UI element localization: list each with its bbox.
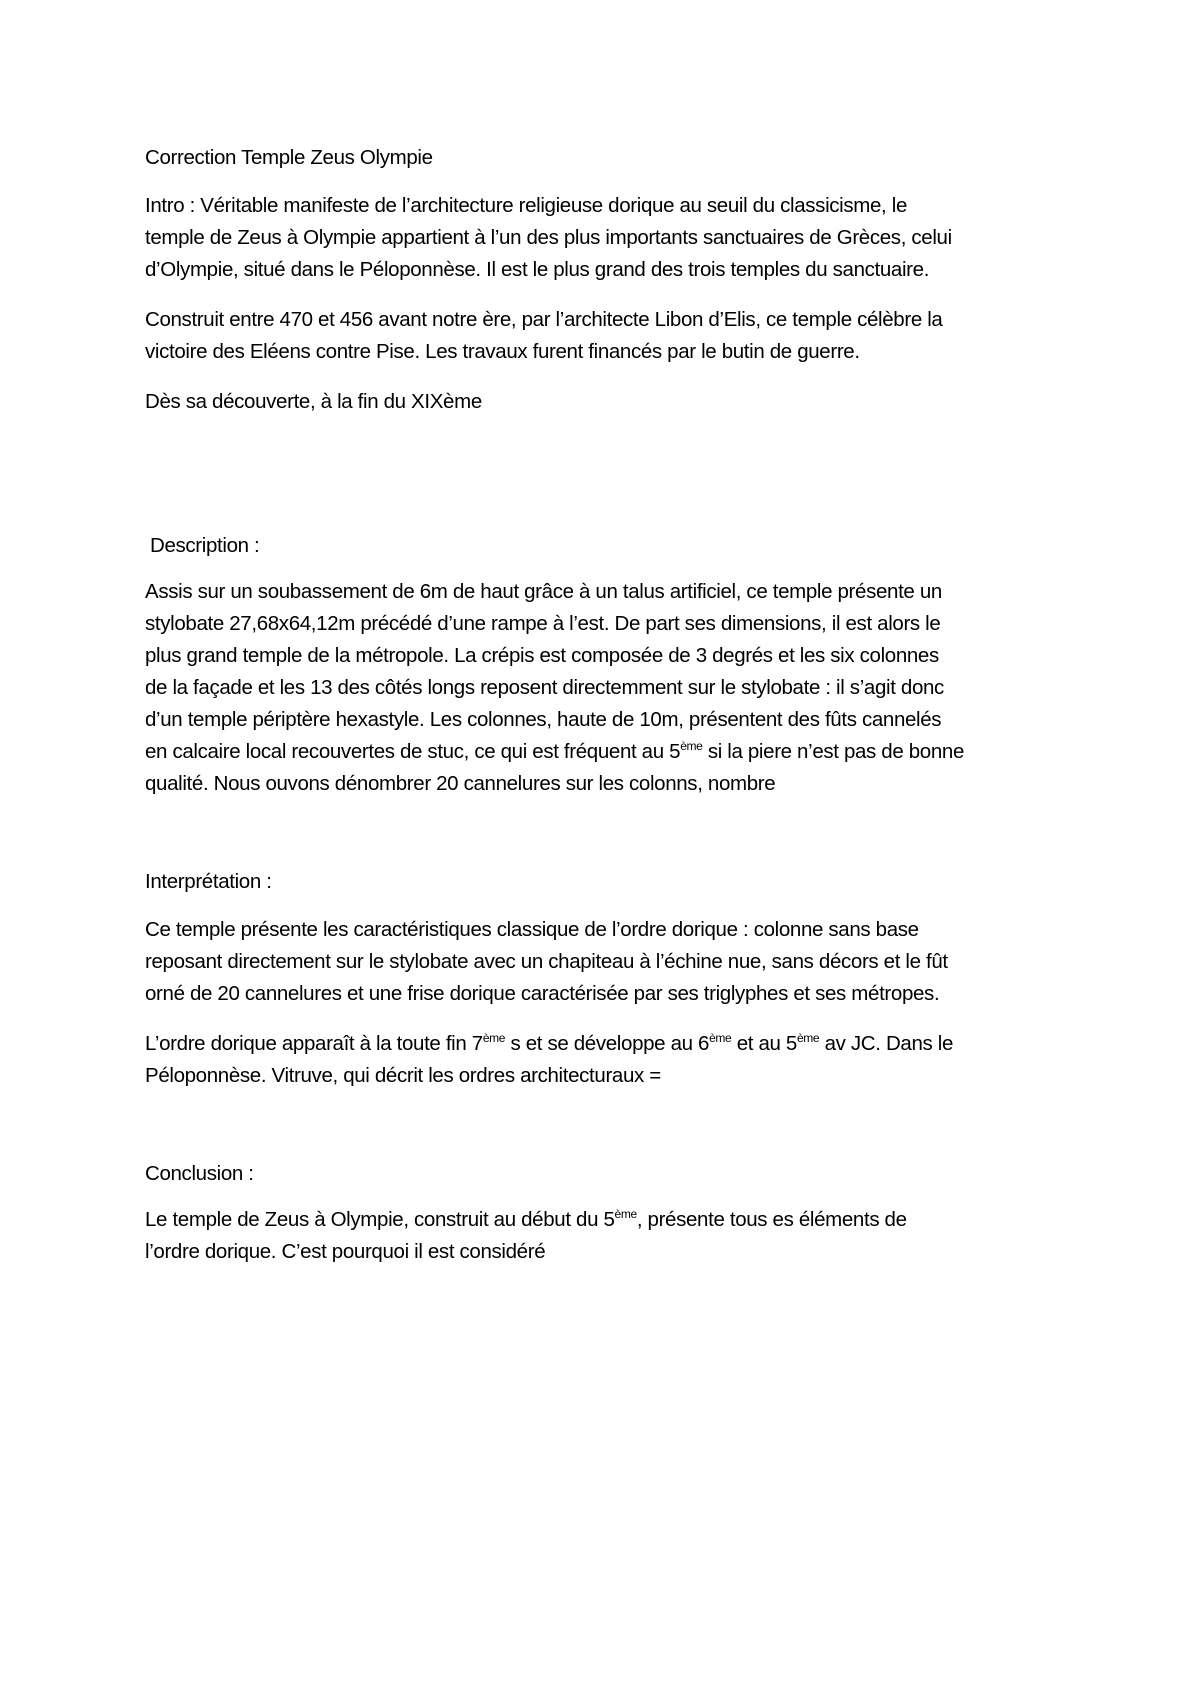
description-heading [150,530,1080,562]
intro-paragraph [145,190,1075,286]
description-line: qualité. Nous ouvons dénombrer 20 cannelures sur les colonns, nombre [145,772,776,795]
interpretation-line: orné de 20 cannelures et une frise dorique caractérisée par ses triglyphes et ses métropes. [145,982,940,1005]
construction-line: Construit entre 470 et 456 avant notre ère, par l’architecte Libon d’Elis, ce temple célèbre la [145,308,943,331]
conclusion-line [145,1204,1075,1236]
discovery-line: Dès sa découverte, à la fin du XIXème [145,390,482,413]
text-run: av JC. Dans le [819,1032,953,1055]
description-line: stylobate 27,68x64,12m précédé d’une rampe à l’est. De part ses dimensions, il est alors le [145,612,941,635]
superscript: ème [482,1031,506,1045]
description-line [145,736,1075,768]
interpretation-heading-text: Interprétation : [145,870,272,893]
description-line: plus grand temple de la métropole. La crépis est composée de 3 degrés et les six colonnes [145,644,939,667]
superscript: ème [680,739,703,753]
construction-line: victoire des Eléens contre Pise. Les travaux furent financés par le butin de guerre. [145,340,860,363]
superscript: ème [709,1031,732,1045]
intro-line: d’Olympie, situé dans le Péloponnèse. Il est le plus grand des trois temples du sanctuaire. [145,258,930,281]
superscript: ème [614,1207,637,1221]
description-line: de la façade et les 13 des côtés longs reposent directemment sur le stylobate : il s’agit donc [145,676,944,699]
document-title [145,142,1075,174]
interpretation-line: reposant directement sur le stylobate avec un chapiteau à l’échine nue, sans décors et le fût [145,950,948,973]
conclusion-heading [145,1158,1075,1190]
conclusion-heading-text: Conclusion : [145,1162,254,1185]
interpretation-heading [145,866,1075,898]
text-run: en calcaire local recouvertes de stuc, ce qui est fréquent au 5 [145,740,681,763]
text-run: , présente tous es éléments de [636,1208,907,1231]
dorique-origin-line: Péloponnèse. Vitruve, qui décrit les ordres architecturaux = [145,1064,661,1087]
text-run: L’ordre dorique apparaît à la toute fin 7 [145,1032,483,1055]
description-line: d’un temple périptère hexastyle. Les colonnes, haute de 10m, présentent des fûts cannelés [145,708,942,731]
dorique-origin-line [145,1028,1075,1060]
construction-paragraph [145,304,1075,368]
text-run: et au 5 [731,1032,797,1055]
text-run: si la piere n’est pas de bonne [702,740,965,763]
description-heading-text: Description : [150,534,260,557]
text-run: Le temple de Zeus à Olympie, construit au début du 5 [145,1208,615,1231]
intro-line: temple de Zeus à Olympie appartient à l’un des plus importants sanctuaires de Grèces, celui [145,226,952,249]
dorique-origin-paragraph [145,1028,1075,1092]
discovery-paragraph [145,386,1075,418]
interpretation-paragraph [145,914,1075,1010]
title-text: Correction Temple Zeus Olympie [145,146,433,169]
description-line: Assis sur un soubassement de 6m de haut grâce à un talus artificiel, ce temple présente un [145,580,942,603]
superscript: ème [796,1031,820,1045]
intro-line: Intro : Véritable manifeste de l’architecture religieuse dorique au seuil du classicisme, le [145,194,908,217]
description-paragraph [145,576,1075,800]
interpretation-line: Ce temple présente les caractéristiques classique de l’ordre dorique : colonne sans base [145,918,919,941]
conclusion-line: l’ordre dorique. C’est pourquoi il est considéré [145,1240,546,1263]
text-run: s et se développe au 6 [505,1032,710,1055]
conclusion-paragraph [145,1204,1075,1268]
